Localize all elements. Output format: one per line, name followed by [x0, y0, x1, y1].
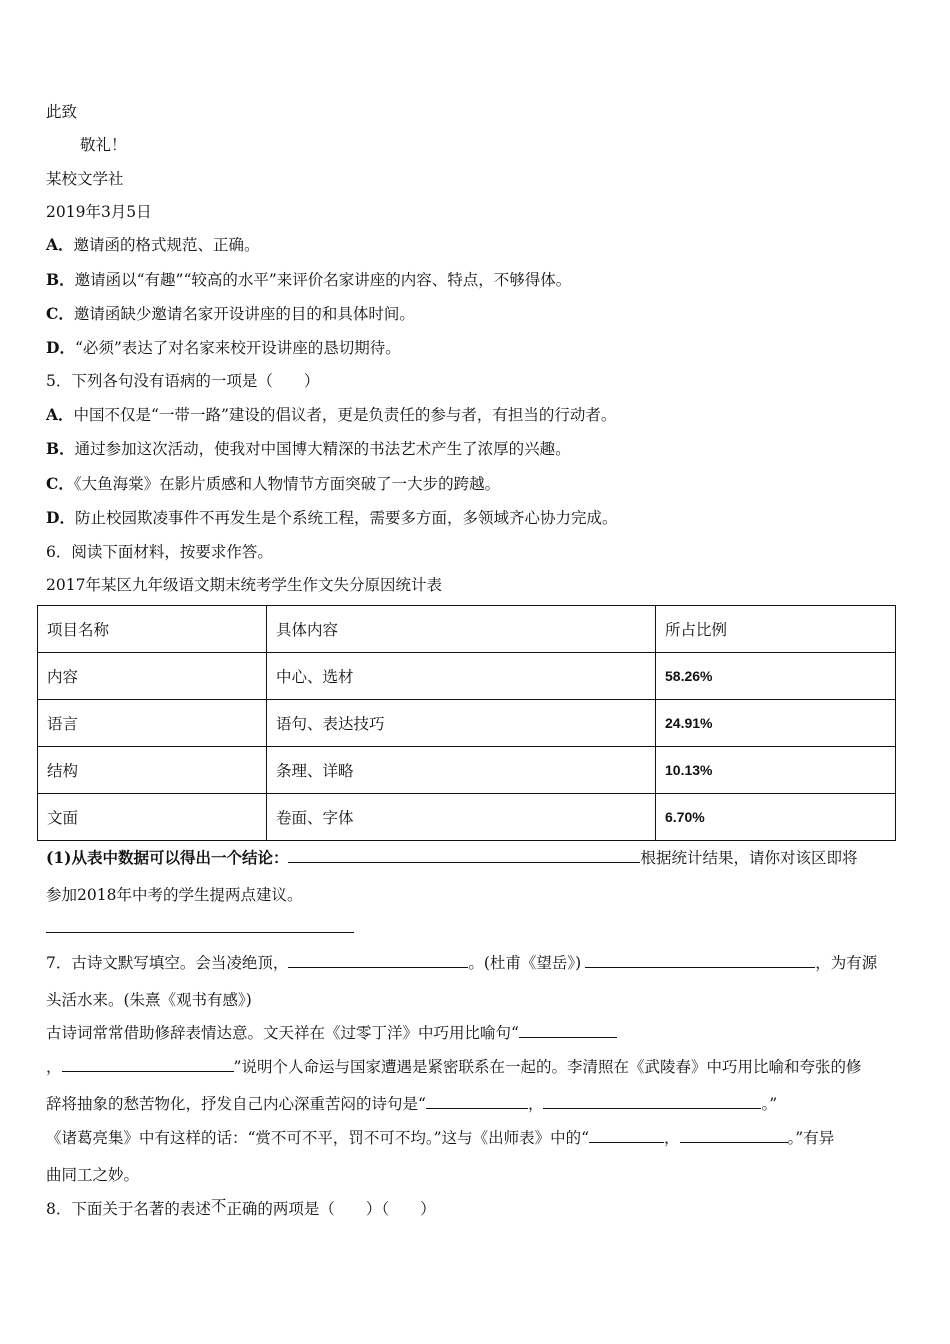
table-row [38, 794, 896, 841]
q5-option-c: C．《大鱼海棠》在影片质感和人物情节方面突破了一大步的跨越。 [46, 474, 501, 493]
q7-line6: 《诸葛亮集》中有这样的话：“赏不可不平，罚不可不均。”这与《出师表》中的“ ， 。”有异 [46, 1129, 835, 1147]
table-cell: 语言 [38, 700, 267, 747]
table-header-row [38, 606, 896, 653]
table-cell: 条理、详略 [267, 747, 656, 794]
table-cell: 内容 [38, 653, 267, 700]
answer-blank[interactable] [589, 1128, 664, 1143]
q4-option-b: B．邀请函以“有趣”“较高的水平”来评价名家讲座的内容、特点，不够得体。 [46, 270, 572, 289]
q7-line4: ， ”说明个人命运与国家遭遇是紧密联系在一起的。李清照在《武陵春》中巧用比喻和夸张的修 [46, 1058, 862, 1076]
q7-line3: 古诗词常常借助修辞表情达意。文天祥在《过零丁洋》中巧用比喻句“ [46, 1023, 617, 1043]
q5-option-d: D．防止校园欺凌事件不再发生是个系统工程，需要多方面，多领域齐心协力完成。 [46, 508, 618, 527]
table-cell: 6.70% [656, 794, 896, 841]
table-cell: 10.13% [656, 747, 896, 794]
table-cell: 58.26% [656, 653, 896, 700]
table-cell: 语句、表达技巧 [267, 700, 656, 747]
answer-blank[interactable] [426, 1094, 528, 1109]
q7-line2: 头活水来。(朱熹《观书有感》) [46, 991, 252, 1009]
q5-option-a: A．中国不仅是“一带一路”建设的倡议者，更是负责任的参与者，有担当的行动者。 [46, 405, 617, 424]
q6-answer-line [46, 918, 354, 938]
letter-signer: 某校文学社 [46, 170, 124, 188]
table-row [38, 653, 896, 700]
answer-blank[interactable] [288, 953, 468, 968]
table-cell: 文面 [38, 794, 267, 841]
q6-stem: 6．阅读下面材料，按要求作答。 [46, 543, 273, 561]
q4-option-a: A．邀请函的格式规范、正确。 [46, 235, 260, 254]
answer-blank[interactable] [543, 1094, 761, 1109]
q7-line5: 辞将抽象的愁苦物化，抒发自己内心深重苦闷的诗句是“ ， 。” [46, 1095, 778, 1113]
table-cell: 中心、选材 [267, 653, 656, 700]
letter-date: 2019年3月5日 [46, 203, 152, 221]
stats-table [37, 605, 896, 841]
q5-option-b: B．通过参加这次活动，使我对中国博大精深的书法艺术产生了浓厚的兴趣。 [46, 439, 571, 458]
q5-stem: 5．下列各句没有语病的一项是（ ） [46, 372, 320, 390]
answer-blank[interactable] [519, 1023, 617, 1038]
q7-line7: 曲同工之妙。 [46, 1166, 140, 1184]
table-cell: 卷面、字体 [267, 794, 656, 841]
table-cell: 结构 [38, 747, 267, 794]
q6-table-title: 2017年某区九年级语文期末统考学生作文失分原因统计表 [46, 576, 442, 594]
answer-blank[interactable] [585, 953, 815, 968]
table-cell: 24.91% [656, 700, 896, 747]
q8-stem: 8．下面关于名著的表述不正确的两项是（ ）（ ） [46, 1197, 436, 1218]
q4-option-d: D．“必须”表达了对名家来校开设讲座的恳切期待。 [46, 338, 401, 357]
answer-blank[interactable] [680, 1128, 788, 1143]
letter-closing: 此致 [46, 103, 78, 121]
q7-line1: 7．古诗文默写填空。会当凌绝顶， 。(杜甫《望岳》) ，为有源 [46, 954, 878, 972]
q4-option-c: C．邀请函缺少邀请名家开设讲座的目的和具体时间。 [46, 304, 415, 323]
answer-blank[interactable] [46, 918, 354, 933]
table-header-cell: 所占比例 [656, 606, 896, 653]
table-row [38, 700, 896, 747]
q6-sub1: (1)从表中数据可以得出一个结论： 根据统计结果，请你对该区即将 [46, 848, 858, 867]
answer-blank[interactable] [288, 848, 640, 863]
table-row [38, 747, 896, 794]
letter-salute: 敬礼！ [80, 136, 127, 154]
answer-blank[interactable] [62, 1057, 234, 1072]
q6-sub1-cont: 参加2018年中考的学生提两点建议。 [46, 886, 303, 904]
table-header-cell: 项目名称 [38, 606, 267, 653]
table-header-cell: 具体内容 [267, 606, 656, 653]
